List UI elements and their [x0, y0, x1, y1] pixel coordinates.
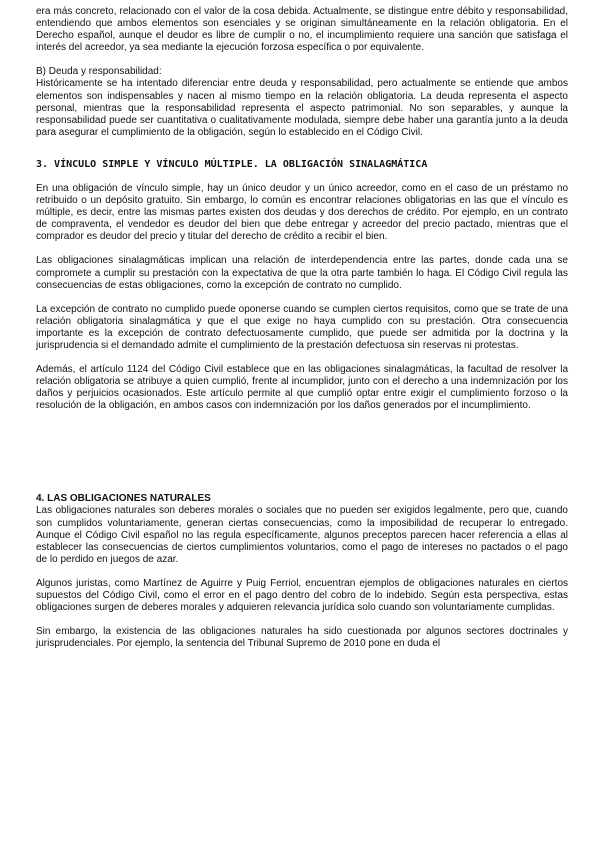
paragraph-vinculo-simple: En una obligación de vínculo simple, hay un único deudor y un único acreedor, como en el caso de un préstamo no retribuido o un depósito gratuito. Sin embargo, lo común es encontrar relaciones obligatorias en las que el vínculo es múltiple, es decir, entre las mismas partes existen dos deudas y dos derechos de crédito. Por ejemplo, en un contrato de compraventa, el vendedor es deudor del bien que debe entregar y acreedor del precio pactado, mientras que el comprador es deudor del precio y titular del derecho de crédito a recibir el bien. [36, 182, 568, 243]
paragraph-intro: era más concreto, relacionado con el valor de la cosa debida. Actualmente, se distingue entre débito y responsabilidad, entendiendo que ambos elementos son esenciales y se originan simultáneamente en la relación obligatoria. En el Derecho español, aunque el deudor es libre de cumplir o no, el incumplimiento requiere una sanción que satisfaga el interés del acreedor, ya sea mediante la ejecución forzosa específica o por equivalente. [36, 6, 568, 54]
section-3-heading: 3. VÍNCULO SIMPLE Y VÍNCULO MÚLTIPLE. LA OBLIGACIÓN SINALAGMÁTICA [36, 158, 428, 170]
paragraph-deuda-responsabilidad: Históricamente se ha intentado diferenciar entre deuda y responsabilidad, pero actualmente se entiende que ambos elementos son indispensables y nacen al mismo tiempo en la relación obligatoria. La deuda representa el aspecto personal, mientras que la responsabilidad representa el aspecto patrimonial. No son separables, y aunque la responsabilidad puede ser cuantitativa o cualitativamente modulada, siempre debe haber una garantía junto a la deuda para asegurar el cumplimiento de la obligación, según lo establecido en el Código Civil. [36, 78, 568, 138]
section-4-heading: 4. LAS OBLIGACIONES NATURALES [36, 493, 211, 505]
paragraph-juristas: Algunos juristas, como Martínez de Aguirre y Puig Ferriol, encuentran ejemplos de obligaciones naturales en ciertos supuestos del Código Civil, como el error en el pago dentro del cobro de lo indebido. Según esta perspectiva, estas obligaciones surgen de deberes morales y adquieren relevancia jurídica solo cuando son voluntariamente cumplidas. [36, 577, 568, 614]
subheading-deuda-responsabilidad: B) Deuda y responsabilidad: [36, 66, 162, 78]
paragraph-articulo-1124: Además, el artículo 1124 del Código Civil establece que en las obligaciones sinalagmáticas, la facultad de resolver la relación obligatoria se atribuye a quien cumplió, frente al incumplidor, junto con el derecho a una indemnización por los daños y perjuicios ocasionados. Este artículo permite al que cumplió optar entre exigir el cumplimiento forzoso o la resolución de la obligación, en ambos casos con indemnización por los daños generados por el incumplimiento. [36, 364, 568, 412]
paragraph-sinalagmaticas: Las obligaciones sinalagmáticas implican una relación de interdependencia entre las partes, donde cada una se compromete a cumplir su prestación con la expectativa de que la otra parte también lo haga. El Código Civil regula las consecuencias de estas obligaciones, como la excepción de contrato no cumplido. [36, 255, 568, 291]
paragraph-cuestionada: Sin embargo, la existencia de las obligaciones naturales ha sido cuestionada por algunos sectores doctrinales y jurisprudenciales. Por ejemplo, la sentencia del Tribunal Supremo de 2010 pone en duda el [36, 626, 568, 650]
paragraph-obligaciones-naturales: Las obligaciones naturales son deberes morales o sociales que no pueden ser exigidos legalmente, pero que, cuando son cumplidos voluntariamente, generan ciertas consecuencias, como la imposibilidad de recuperar lo entregado. Aunque el Código Civil español no las regula específicamente, algunos preceptos parecen hacer referencia a ellas al establecer las consecuencias de ciertos cumplimientos voluntarios, como el pago de intereses no pactados o el pago de lo perdido en juegos de azar. [36, 505, 568, 565]
paragraph-excepcion-contrato: La excepción de contrato no cumplido puede oponerse cuando se cumplen ciertos requisitos, como que se trate de una relación obligatoria sinalagmática y que el que exige no haya cumplido con su prestación. Otra consecuencia importante es la excepción de contrato defectuosamente cumplido, que puede ser admitida por la doctrina y la jurisprudencia si el demandado admite el cumplimiento de la prestación defectuosa sin reservas ni protestas. [36, 303, 568, 351]
